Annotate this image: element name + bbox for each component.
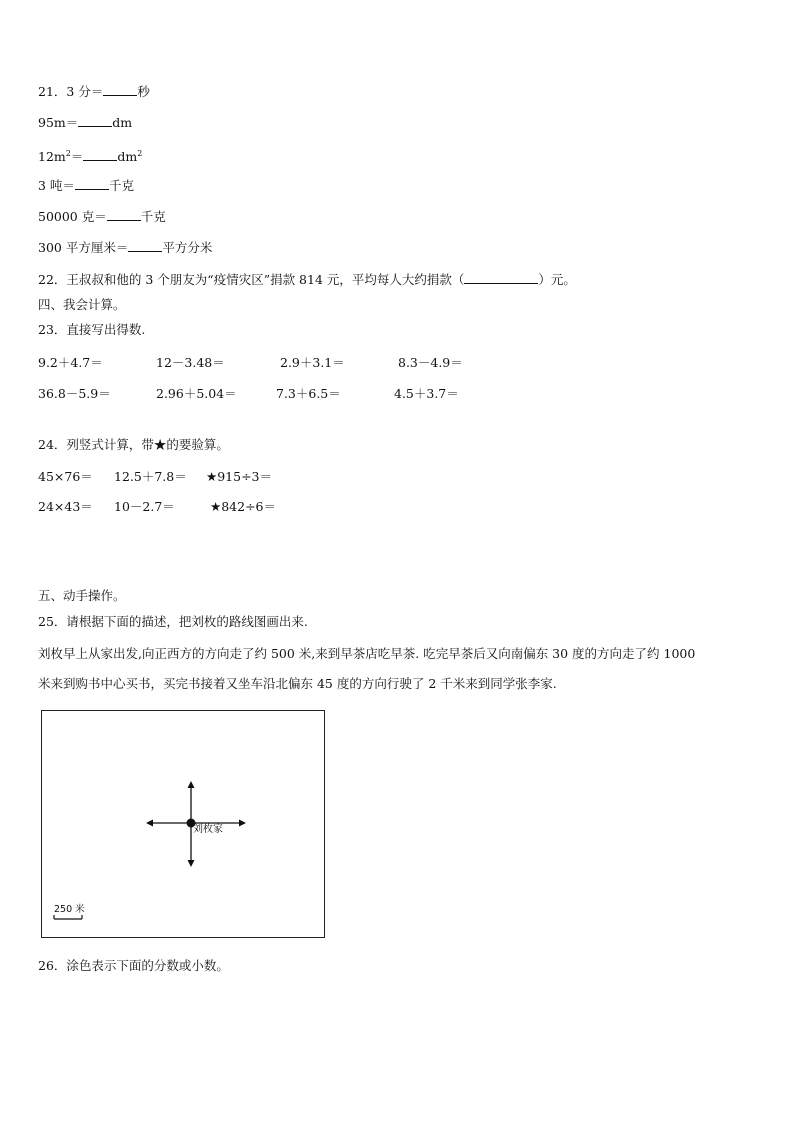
q23-item: 36.8－5.9＝ (38, 386, 111, 401)
q21-l2-prefix: 95m＝ (38, 115, 79, 130)
q21-l3-suffix: dm (117, 149, 138, 165)
q21-l1-prefix: 21．3 分＝ (38, 84, 104, 99)
q23-item: 7.3＋6.5＝ (276, 386, 341, 401)
q23-item: 8.3－4.9＝ (398, 355, 463, 370)
q23-item: 4.5＋3.7＝ (394, 386, 459, 401)
south-arrow-icon (188, 860, 195, 867)
q21-l5-prefix: 50000 克＝ (38, 209, 107, 224)
q24-title: 24．列竖式计算，带★的要验算。 (38, 437, 229, 452)
q21-line-3 (38, 146, 142, 165)
scale-label: 250 米 (54, 904, 85, 915)
q24-item: 12.5＋7.8＝ (114, 469, 187, 484)
q21-line-6 (38, 239, 212, 256)
q24-item: 24×43＝ (38, 499, 93, 514)
answer-blank[interactable] (78, 114, 112, 127)
q23-title: 23．直接写出得数. (38, 322, 146, 337)
home-label: 刘枚家 (193, 824, 223, 835)
q22-line (38, 271, 576, 288)
q24-item: 45×76＝ (38, 469, 93, 484)
q25-description-line-1: 刘枚早上从家出发,向正西方的方向走了约 500 米,来到早茶店吃早茶. 吃完早茶后又向南偏东 30 度的方向走了约 1000 (38, 646, 696, 661)
section-5-heading: 五、动手操作。 (38, 588, 126, 603)
q21-l4-prefix: 3 吨＝ (38, 178, 75, 193)
section-4-heading: 四、我会计算。 (38, 297, 126, 312)
q21-l4-suffix: 千克 (108, 178, 134, 193)
q23-item: 2.9＋3.1＝ (280, 355, 345, 370)
q26-title: 26．涂色表示下面的分数或小数。 (38, 958, 229, 973)
west-arrow-icon (146, 820, 153, 827)
q23-item: 2.96＋5.04＝ (156, 386, 237, 401)
route-map[interactable] (41, 710, 325, 938)
q21-l3-sup2: 2 (137, 149, 143, 158)
answer-blank[interactable] (464, 271, 538, 284)
q24-item: ★842÷6＝ (210, 499, 276, 514)
q25-description-line-2: 米来到购书中心买书，买完书接着又坐车沿北偏东 45 度的方向行驶了 2 千米来到同学张李家. (38, 676, 557, 691)
q24-item: ★915÷3＝ (206, 469, 272, 484)
q24-item: 10－2.7＝ (114, 499, 175, 514)
q21-l2-suffix: dm (112, 115, 133, 130)
q22-text-after: ）元。 (538, 272, 576, 287)
q21-line-2 (38, 114, 132, 131)
east-arrow-icon (239, 820, 246, 827)
answer-blank[interactable] (107, 208, 141, 221)
q21-l3-mid: ＝ (70, 149, 84, 165)
q21-line-4 (38, 177, 134, 194)
north-arrow-icon (188, 781, 195, 788)
q21-l3-sup1: 2 (65, 149, 71, 158)
q23-item: 9.2＋4.7＝ (38, 355, 103, 370)
q21-l3-prefix: 12m (38, 149, 66, 165)
q21-l6-prefix: 300 平方厘米＝ (38, 240, 129, 255)
q21-l5-suffix: 千克 (140, 209, 166, 224)
answer-blank[interactable] (83, 148, 117, 161)
q25-title: 25．请根据下面的描述，把刘枚的路线图画出来. (38, 614, 308, 629)
q23-item: 12－3.48＝ (156, 355, 225, 370)
answer-blank[interactable] (75, 177, 109, 190)
answer-blank[interactable] (103, 83, 137, 96)
q21-l6-suffix: 平方分米 (162, 240, 213, 255)
q22-text-before: 22．王叔叔和他的 3 个朋友为“疫情灾区”捐款 814 元，平均每人大约捐款（ (38, 272, 465, 287)
answer-blank[interactable] (128, 239, 162, 252)
q21-line-1 (38, 83, 150, 100)
q21-l1-suffix: 秒 (137, 84, 150, 99)
q21-line-5 (38, 208, 166, 225)
